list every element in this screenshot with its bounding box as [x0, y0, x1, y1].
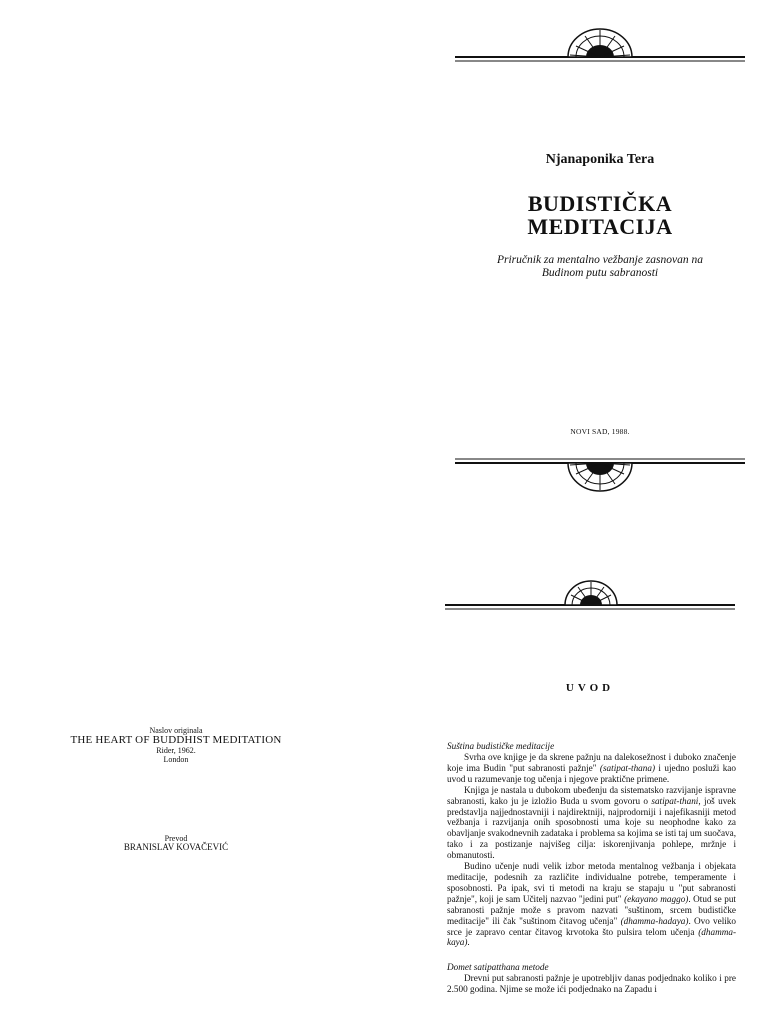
original-title-label: Naslov originala	[149, 726, 203, 735]
pali-term: (dhamma-hadaya)	[620, 915, 689, 926]
chapter-ornament	[445, 576, 735, 614]
pali-term: (ekayano maggo)	[624, 893, 689, 904]
pali-term: (satipat-thana)	[599, 762, 656, 773]
paragraph: Budino učenje nudi velik izbor metoda mentalnog vežbanja i objekata meditacije, podesnih za različite individualne potrebe, temperamente i sposobnosti. Pa ipak, svi ti metodi na kraju se stapaju u "put sabranosti pažnje", koji je sam Učitelj nazvao "jedini put" (ekayano maggo). Otud se put sabranosti pažnje može s pravom nazvati "suštinom, srcem budističke meditacije" ili čak "suštinom čitavog učenja" (dhamma-hadaya). Ovo veliko srce je zapravo centar čitavog krvotoka što pulsira telom učenja (dhamma- kaya).	[447, 861, 736, 948]
subtitle-line2: Budinom putu sabranosti	[541, 267, 659, 279]
top-ornament	[455, 24, 745, 66]
chapter-heading: UVOD	[565, 682, 615, 694]
pali-term: (dhamma- kaya)	[447, 926, 736, 948]
bottom-ornament	[455, 454, 745, 496]
pali-term: satipat-thani	[651, 795, 699, 806]
translation-label: Prevod	[164, 834, 188, 843]
subtitle-line1: Priručnik za mentalno vežbanje zasnovan na	[496, 254, 703, 266]
book-title-line2: MEDITACIJA	[527, 214, 673, 239]
paragraph: Drevni put sabranosti pažnje je upotrebljiv danas podjednako koliko i pre 2.500 godina. Njime se može ići podjednako na Zapadu i	[447, 973, 736, 995]
chapter-body-text	[447, 752, 736, 948]
paragraph: Svrha ove knjige je da skrene pažnju na dalekosežnost i duboko značenje koje ima Budin "put sabranosti pažnje" (satipat-thana) i ujedno posluži kao uvod u razumevanje tog učenja i njegove praktične primene.	[447, 752, 736, 784]
section-heading-essence: Suština budističke meditacije	[447, 741, 555, 751]
translator-name: BRANISLAV KOVAČEVIĆ	[123, 842, 229, 852]
section-heading-scope: Domet satipatthana metode	[447, 962, 549, 973]
paragraph: Knjiga je nastala u dubokom ubeđenju da sistematsko razvijanje ispravne sabranosti, kako ju je izložio Buda u svom govoru o satipat-thani, još uvek predstavlja najjednostavniji i najdirektniji, najprodorniji i najefikasniji metod vežbanja i razvijanja onih sposobnosti uma koje su neophodne kako za obavljanje svakodnevnih zadataka i problema sa kojima se isti taj um suočava, tako i za postizanje najvišeg cilja: iskorenjivanja pohlepe, mržnje i obmanutosti.	[447, 784, 736, 861]
book-title-line1: BUDISTIČKA	[527, 191, 673, 216]
imprint: NOVI SAD, 1988.	[570, 427, 630, 436]
publication-city: London	[163, 755, 189, 764]
author-name: Njanaponika Tera	[545, 152, 655, 167]
original-title: THE HEART OF BUDDHIST MEDITATION	[70, 734, 282, 746]
publisher-year: Rider, 1962.	[156, 746, 196, 755]
